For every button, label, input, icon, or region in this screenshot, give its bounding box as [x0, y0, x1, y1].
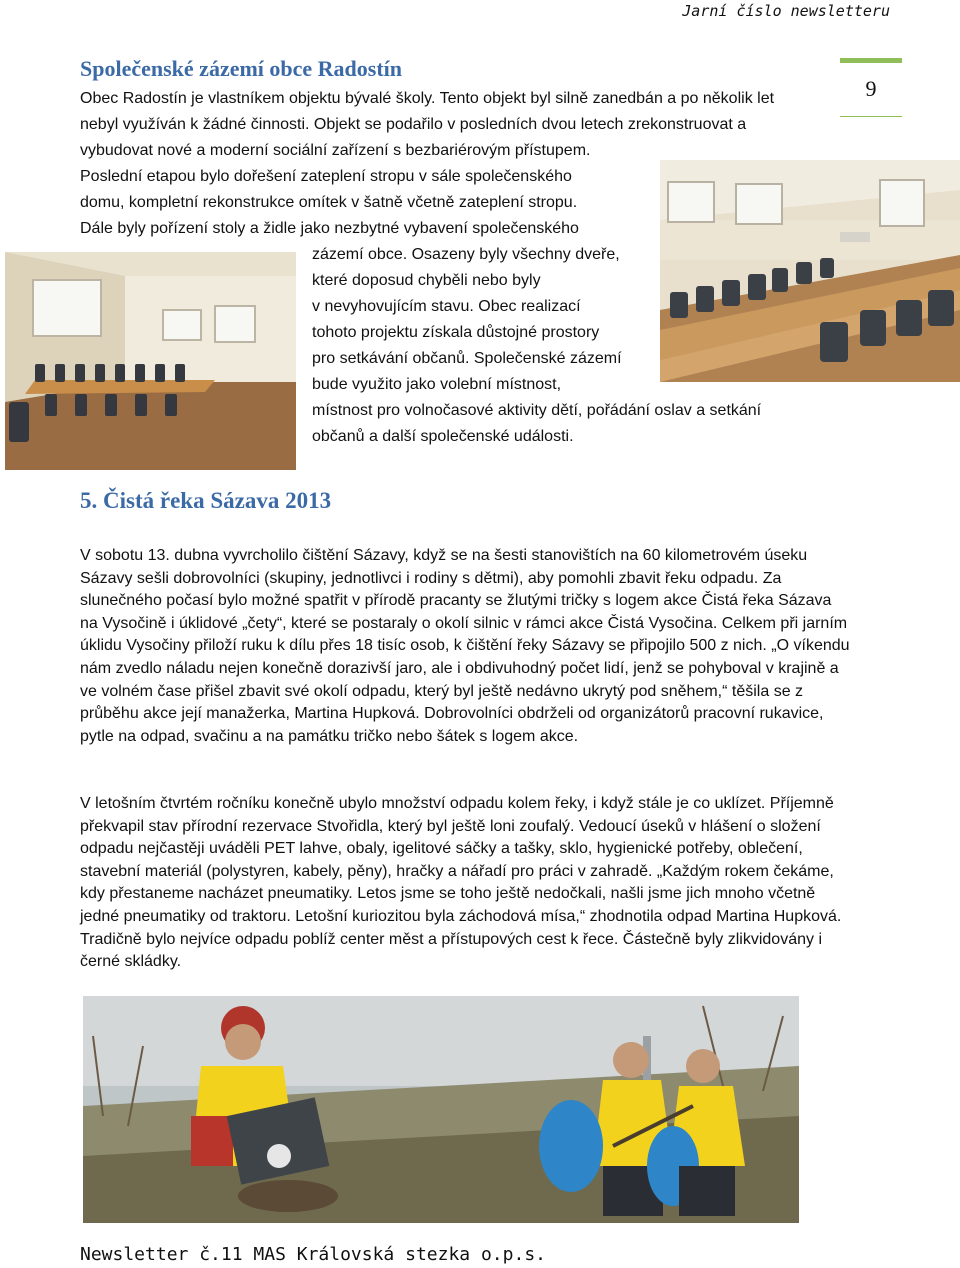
section1-line-10: tohoto projektu získala důstojné prostory — [312, 324, 600, 341]
section1-line-14: občanů a další společenské události. — [312, 428, 574, 445]
page-number-box — [840, 58, 902, 118]
section1-line-3: vybudovat nové a moderní sociální zařízení s bezbariérovým přístupem. — [80, 142, 591, 159]
section1-line-5: domu, kompletní rekonstrukce omítek v šatně včetně zateplení stropu. — [80, 194, 578, 211]
section1-line-4: Poslední etapou bylo dořešení zateplení stropu v sále společenského — [80, 168, 572, 185]
newsletter-footer: Newsletter č.11 MAS Královská stezka o.p.s. — [80, 1244, 546, 1265]
section1-line-13: místnost pro volnočasové aktivity dětí, pořádání oslav a setkání — [312, 402, 762, 419]
section1-line-2: nebyl využíván k žádné činnosti. Objekt se podařilo v posledních dvou letech zrekonstruovat a — [80, 116, 747, 133]
section2-paragraph-1: V sobotu 13. dubna vyvrcholilo čištění Sázavy, když se na šesti stanovištích na 60 kilometrovém úseku Sázavy sešli dobrovolníci (skupiny, jednotlivci i rodiny s dětmi), aby pomohli zbavit řeku odpadu. Za slunečného počasí bylo možné spatřit v přírodě pracanty se žlutými tričky s logem akce Čistá řeka Sázava na Vysočině i úklidové „čety“, které se postaraly o okolí silnic v rámci akce Čistá Vysočina. Celkem při jarním úklidu Vysočiny přiloží ruku k dílu přes 18 tisíc osob, k čištění řeky Sázavy se připojilo 500 z nich. „O víkendu nám zvedlo náladu nejen konečně dorazivší jaro, ale i obdivuhodný počet lidí, jenž se pohyboval v krajině a ve volném čase přišel zbavit své okolí odpadu, který byl ještě nedávno ukrytý pod sněhem,“ těšila se z průběhu akce její manažerka, Martina Hupková. Dobrovolníci obdrželi od organizátorů pracovní rukavice, pytle na odpad, svačinu a na památku tričko nebo šátek s logem akce. — [80, 547, 850, 745]
page-number-bottom-rule — [840, 116, 902, 117]
page-number-top-bar — [840, 58, 902, 63]
section-heading-radostin: Společenské zázemí obce Radostín — [80, 56, 403, 81]
section1-line-12: bude využito jako volební místnost, — [312, 376, 562, 393]
section1-line-11: pro setkávání občanů. Společenské zázemí — [312, 350, 622, 367]
hall-photo-right — [660, 160, 960, 382]
section1-line-7: zázemí obce. Osazeny byly všechny dveře, — [312, 246, 620, 263]
newsletter-header-title: Jarní číslo newsletteru — [682, 2, 890, 20]
section2-paragraph-2: V letošním čtvrtém ročníku konečně ubylo množství odpadu kolem řeky, i když stále je co uklízet. Příjemně překvapil stav přírodní rezervace Stvořidla, který byl ještě loni zoufalý. Vedoucí úseků v hlášení o složení odpadu nejčastěji uváděli PET lahve, obaly, igelitové sáčky a tašky, sklo, hygienické potřeby, oblečení, stavební materiál (polystyren, kabely, pěny), hračky a nářadí pro práci v zahradě. „Každým rokem čekáme, kdy přestaneme nacházet pneumatiky. Letos jsme se toho ještě nedočkali, našli jsme jich mnoho včetně jedné pneumatiky od traktoru. Letošní kuriozitou byla záchodová mísa,“ zhodnotila odpad Martina Hupková. Tradičně bylo nejvíce odpadu poblíž center měst a přístupových cest k řece. Částečně byly zlikvidovány i černé skládky. — [80, 795, 842, 971]
section1-line-1: Obec Radostín je vlastníkem objektu bývalé školy. Tento objekt byl silně zanedbán a po několik let — [80, 90, 775, 107]
volunteers-photo — [83, 996, 799, 1223]
section1-line-6: Dále byly pořízení stoly a židle jako nezbytné vybavení společenského — [80, 220, 579, 237]
hall-photo-left — [5, 252, 296, 470]
page-number: 9 — [865, 76, 877, 101]
section1-line-8: které doposud chyběli nebo byly — [312, 272, 541, 289]
section-heading-cista-reka: 5. Čistá řeka Sázava 2013 — [80, 488, 332, 513]
section1-line-9: v nevyhovujícím stavu. Obec realizací — [312, 298, 581, 315]
